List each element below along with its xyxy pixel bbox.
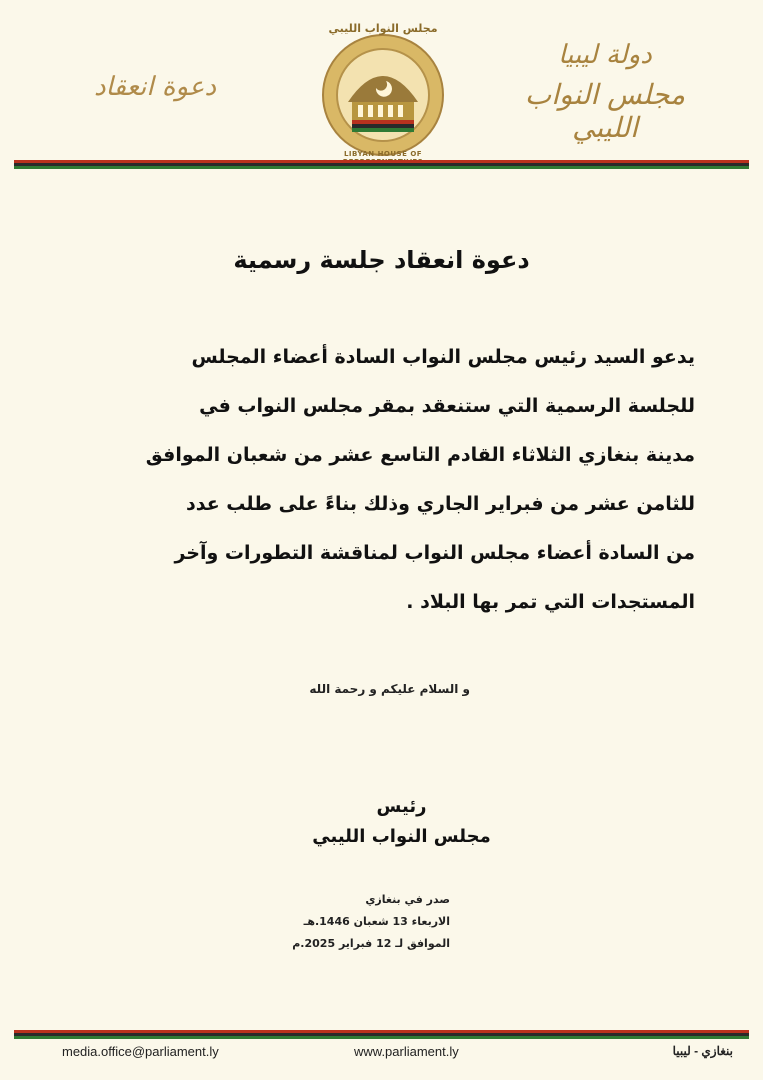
seal-arabic-text: مجلس النواب الليبي	[328, 22, 438, 35]
header-flag-divider	[14, 160, 749, 169]
body-line: من السادة أعضاء مجلس النواب لمناقشة التطورات وآخر	[174, 542, 695, 564]
document-title: دعوة انعقاد جلسة رسمية	[233, 246, 530, 274]
body-line: يدعو السيد رئيس مجلس النواب السادة أعضاء المجلس	[191, 346, 695, 368]
footer-email[interactable]: media.office@parliament.ly	[62, 1044, 219, 1059]
seal-english-text: LIBYAN HOUSE OF	[343, 150, 423, 158]
footer-city: بنغازي - ليبيا	[672, 1044, 733, 1058]
body-line: للثامن عشر من فبراير الجاري وذلك بناءً على طلب عدد	[185, 493, 695, 515]
seal-emblem-icon	[318, 30, 448, 160]
header-invitation-word: دعوة انعقاد	[93, 72, 217, 102]
header-state-title	[505, 40, 705, 144]
signature-title: رئيس	[376, 796, 427, 817]
footer-website[interactable]: www.parliament.ly	[354, 1044, 459, 1059]
signature-name: مجلس النواب الليبي	[312, 826, 491, 847]
header-parliament-name: مجلس النواب الليبي	[524, 78, 686, 144]
body-line: المستجدات التي تمر بها البلاد .	[406, 591, 695, 613]
parliament-seal-logo	[318, 22, 448, 160]
header-state-name: دولة ليبيا	[558, 40, 652, 70]
issued-hijri-date: الاربعاء 13 شعبان 1446.هـ	[303, 915, 450, 928]
body-line: مدينة بنغازي الثلاثاء القادم التاسع عشر من شعبان الموافق	[145, 444, 695, 466]
invitation-body	[120, 336, 695, 630]
issued-gregorian-date: الموافق لـ 12 فبراير 2025.م	[292, 937, 450, 950]
closing-greeting: و السلام عليكم و رحمة الله	[309, 682, 470, 696]
body-line: للجلسة الرسمية التي ستنعقد بمقر مجلس النواب في	[199, 395, 695, 417]
footer-flag-divider	[14, 1030, 749, 1039]
issued-place: صدر في بنغازي	[365, 893, 450, 906]
